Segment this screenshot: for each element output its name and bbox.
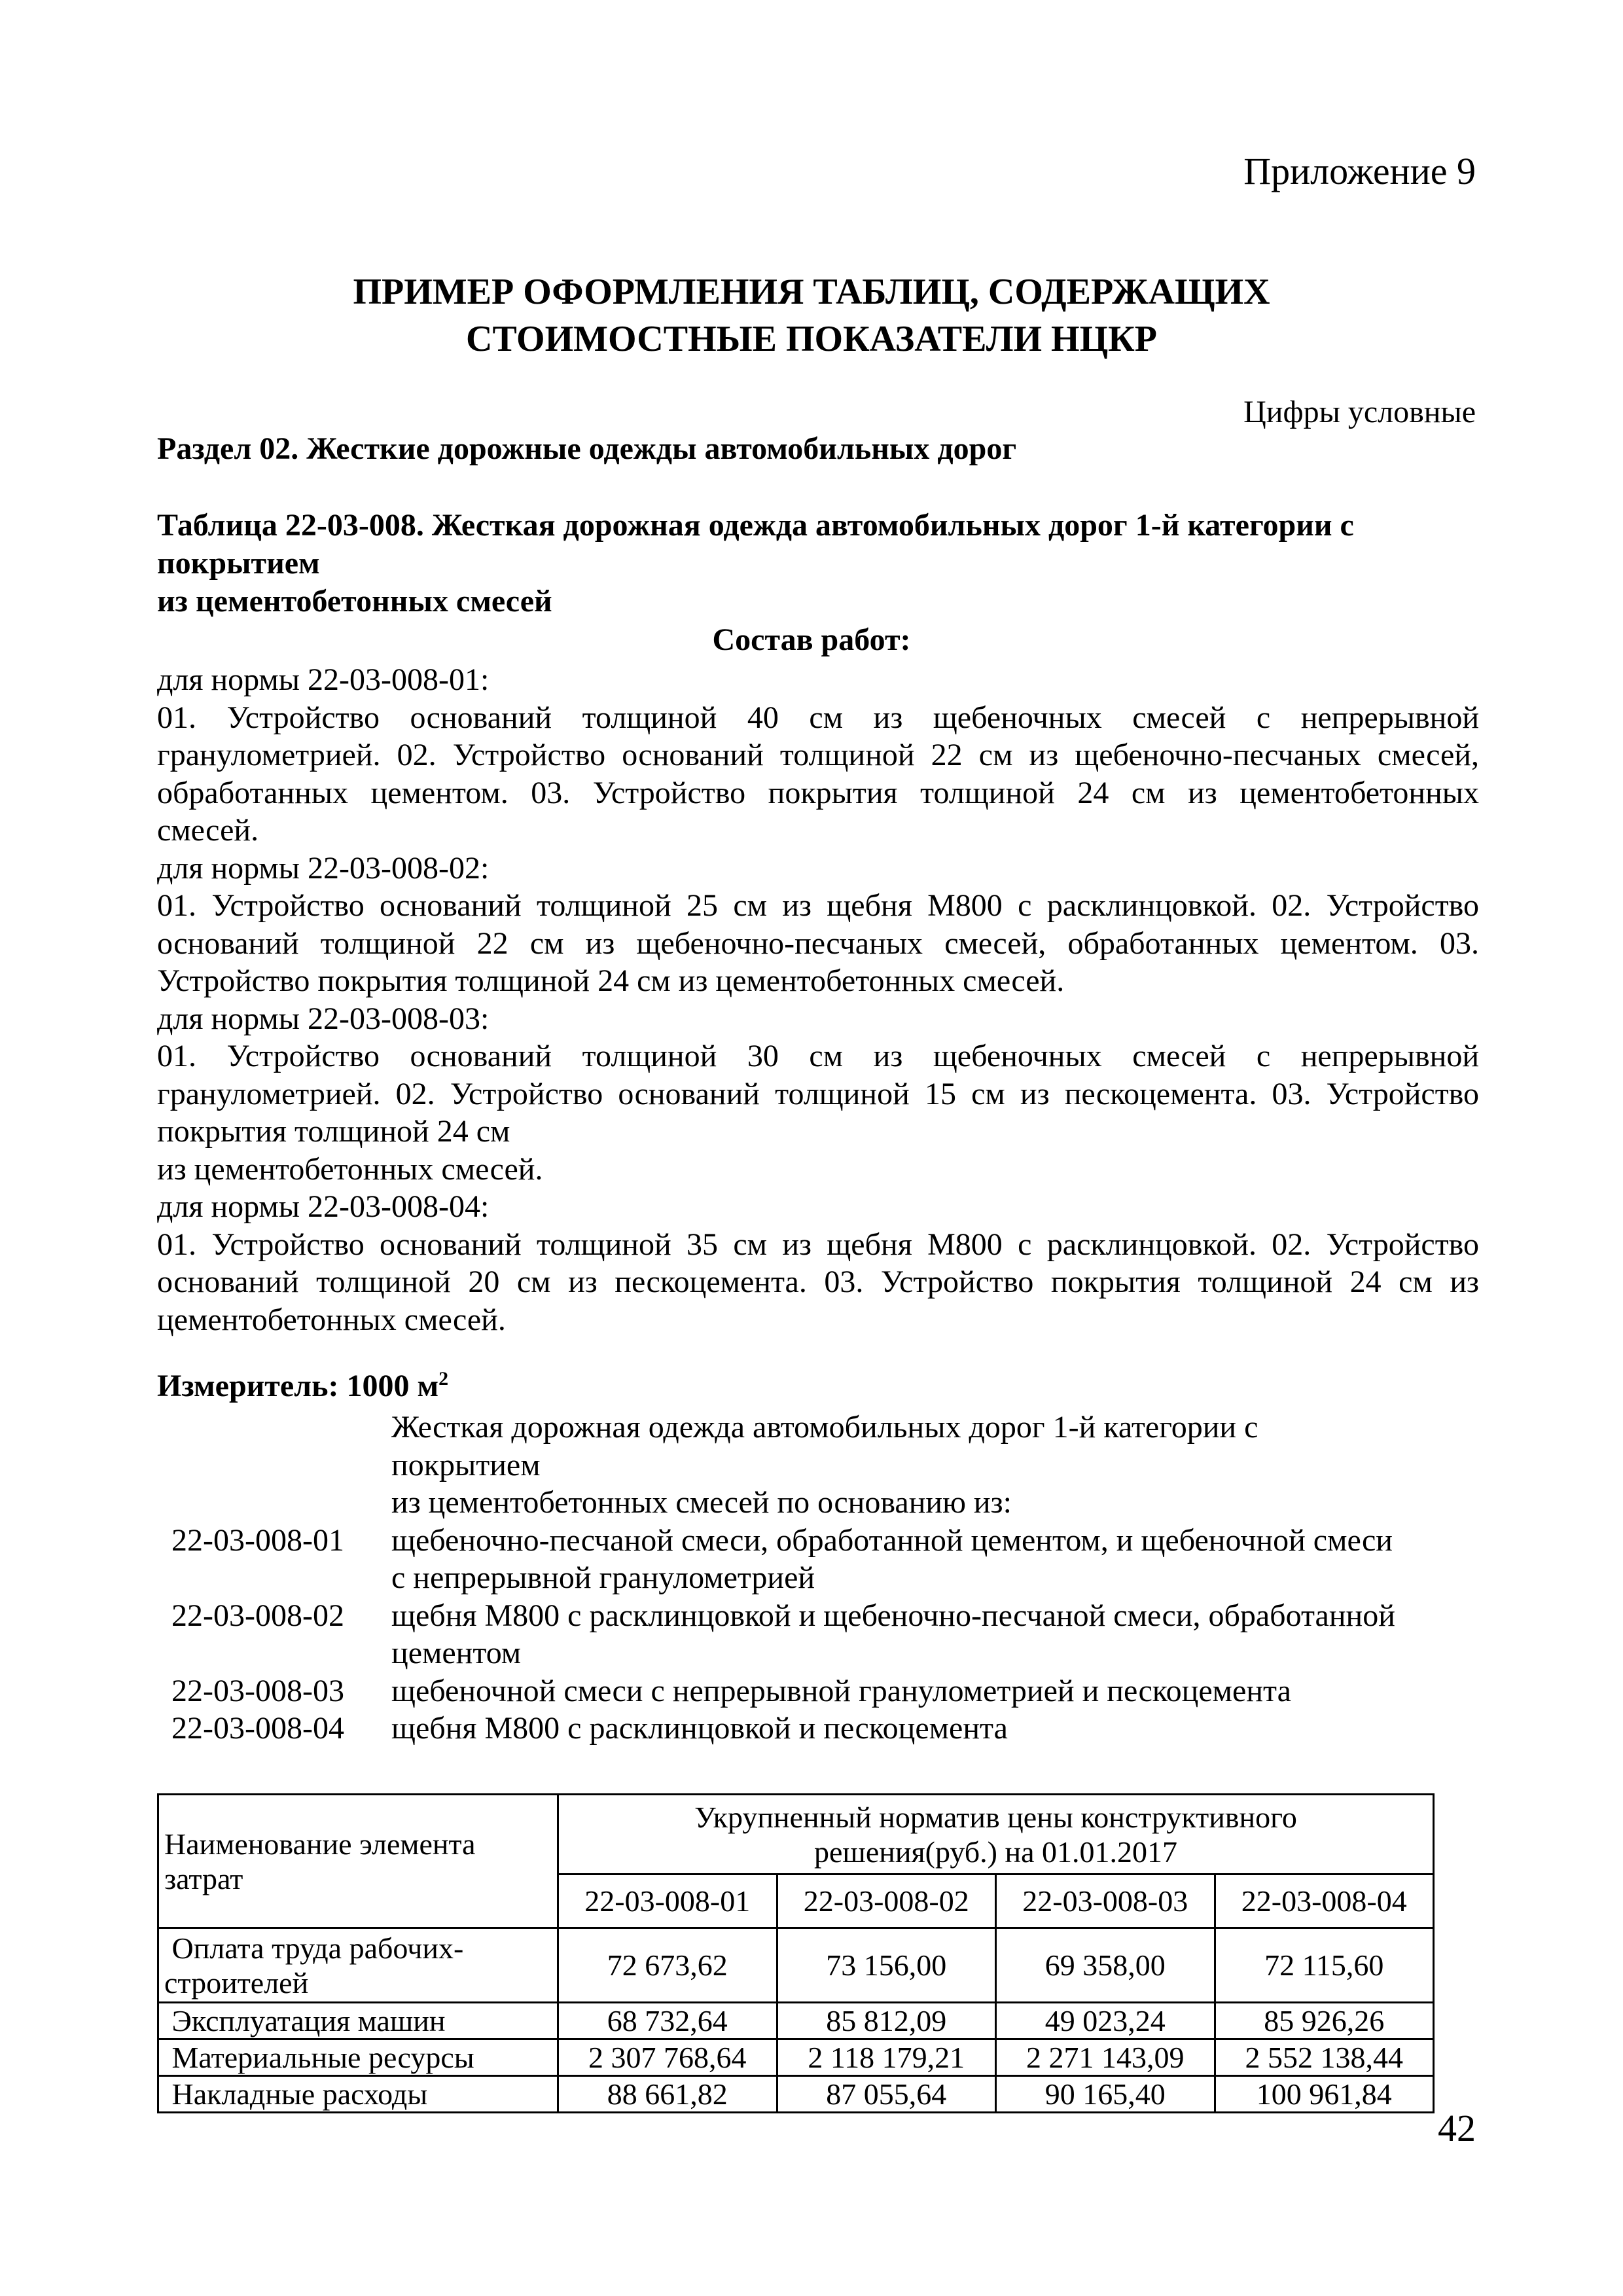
cost-table-code-header: 22-03-008-02	[777, 1874, 996, 1928]
variant-code: 22-03-008-02	[171, 1598, 344, 1633]
cost-cell: 85 926,26	[1215, 2003, 1434, 2039]
composition-heading: Состав работ:	[712, 622, 911, 657]
norm-2-line: Устройство покрытия толщиной 24 см из цементобетонных смесей.	[157, 963, 1065, 998]
cost-cell: 72 115,60	[1215, 1928, 1434, 2003]
measure-unit-exponent: 2	[438, 1368, 449, 1390]
norm-4-label: для нормы 22-03-008-04:	[157, 1189, 490, 1224]
norm-1-line: смесей.	[157, 813, 259, 848]
table-row	[158, 1928, 1434, 2003]
cost-cell: 68 732,64	[558, 2003, 777, 2039]
page-number: 42	[1438, 2107, 1476, 2149]
page-title-line2: СТОИМОСТНЫЕ ПОКАЗАТЕЛИ НЦКР	[466, 319, 1157, 359]
norm-4-line: оснований толщиной 20 см из пескоцемента. 03. Устройство покрытия толщиной 24 см из	[157, 1265, 1479, 1299]
variant-description: щебеночно-песчаной смеси, обработанной цементом, и щебеночной смеси	[391, 1522, 1393, 1558]
cost-cell: 87 055,64	[777, 2076, 996, 2113]
page-title-line1: ПРИМЕР ОФОРМЛЕНИЯ ТАБЛИЦ, СОДЕРЖАЩИХ	[353, 272, 1270, 312]
cost-cell: 100 961,84	[1215, 2076, 1434, 2113]
variant-description: щебеночной смеси с непрерывной гранулометрией и пескоцемента	[391, 1673, 1291, 1708]
measure-unit-label: Измеритель: 1000 м	[157, 1369, 439, 1403]
norm-4-line: 01. Устройство оснований толщиной 35 см из щебня М800 с расклинцовкой. 02. Устройство	[157, 1227, 1479, 1262]
section-heading: Раздел 02. Жесткие дорожные одежды автомобильных дорог	[157, 431, 1017, 466]
table-title	[157, 507, 1466, 620]
norm-1-line: 01. Устройство оснований толщиной 40 см из щебеночных смесей с непрерывной	[157, 700, 1479, 735]
norm-variants	[157, 1408, 1622, 1748]
cost-cell: 90 165,40	[996, 2076, 1215, 2113]
cost-cell: 2 552 138,44	[1215, 2039, 1434, 2076]
norm-3-line: покрытия толщиной 24 см	[157, 1114, 510, 1149]
variant-code: 22-03-008-04	[171, 1711, 344, 1746]
norm-3-line: 01. Устройство оснований толщиной 30 см из щебеночных смесей с непрерывной	[157, 1039, 1479, 1073]
variant-description: щебня М800 с расклинцовкой и щебеночно-песчаной смеси, обработанной	[391, 1598, 1395, 1633]
cost-cell: 88 661,82	[558, 2076, 777, 2113]
table-title-line1: Таблица 22-03-008. Жесткая дорожная одежда автомобильных дорог 1-й категории с	[157, 508, 1354, 543]
norm-2-label: для нормы 22-03-008-02:	[157, 850, 490, 886]
norm-3-line: гранулометрией. 02. Устройство оснований толщиной 15 см из пескоцемента. 03. Устройство	[157, 1076, 1479, 1111]
norm-1-line: гранулометрией. 02. Устройство оснований толщиной 22 см из щебеночно-песчаных смесей,	[157, 738, 1479, 772]
table-title-line2: покрытием	[157, 546, 320, 581]
variant-description: с непрерывной гранулометрией	[391, 1560, 815, 1595]
table-row	[158, 2076, 1434, 2113]
variant-code: 22-03-008-01	[171, 1522, 344, 1558]
cost-row-name: Эксплуатация машин	[158, 2003, 558, 2039]
cost-row-name: Материальные ресурсы	[158, 2039, 558, 2076]
cost-cell: 73 156,00	[777, 1928, 996, 2003]
appendix-label: Приложение 9	[1243, 150, 1476, 192]
composition-text	[157, 661, 1479, 1338]
variant-description: цементом	[391, 1636, 522, 1670]
cost-cell: 49 023,24	[996, 2003, 1215, 2039]
cost-cell: 85 812,09	[777, 2003, 996, 2039]
cost-table	[157, 1793, 1435, 2113]
table-row	[158, 2039, 1434, 2076]
cost-table-group-header: Укрупненный норматив цены конструктивного решения(руб.) на 01.01.2017	[558, 1795, 1434, 1874]
measure-unit	[157, 1368, 448, 1404]
cost-table-code-header: 22-03-008-01	[558, 1874, 777, 1928]
cost-row-name: Оплата труда рабочих- строителей	[158, 1928, 558, 2003]
cost-table-code-header: 22-03-008-04	[1215, 1874, 1434, 1928]
variants-intro-line: покрытием	[391, 1447, 541, 1482]
cost-cell: 2 307 768,64	[558, 2039, 777, 2076]
cost-cell: 72 673,62	[558, 1928, 777, 2003]
variants-intro-line: из цементобетонных смесей по основанию из:	[391, 1485, 1012, 1520]
variant-description: щебня М800 с расклинцовкой и пескоцемента	[391, 1711, 1008, 1746]
conditional-figures-note: Цифры условные	[1243, 395, 1476, 429]
norm-1-line: обработанных цементом. 03. Устройство покрытия толщиной 24 см из цементобетонных	[157, 775, 1479, 810]
norm-2-line: 01. Устройство оснований толщиной 25 см из щебня М800 с расклинцовкой. 02. Устройство	[157, 888, 1479, 923]
norm-3-label: для нормы 22-03-008-03:	[157, 1001, 490, 1036]
cost-table-name-header: Наименование элемента затрат	[158, 1795, 558, 1928]
table-title-line3: из цементобетонных смесей	[157, 584, 552, 619]
cost-cell: 69 358,00	[996, 1928, 1215, 2003]
cost-cell: 2 271 143,09	[996, 2039, 1215, 2076]
variant-code: 22-03-008-03	[171, 1673, 344, 1708]
norm-4-line: цементобетонных смесей.	[157, 1302, 506, 1337]
norm-1-label: для нормы 22-03-008-01:	[157, 662, 490, 697]
cost-table-code-header: 22-03-008-03	[996, 1874, 1215, 1928]
cost-row-name: Накладные расходы	[158, 2076, 558, 2113]
variants-intro-line: Жесткая дорожная одежда автомобильных дорог 1-й категории с	[391, 1410, 1258, 1444]
norm-2-line: оснований толщиной 22 см из щебеночно-песчаных смесей, обработанных цементом. 03.	[157, 925, 1479, 961]
norm-3-line: из цементобетонных смесей.	[157, 1151, 543, 1187]
cost-cell: 2 118 179,21	[777, 2039, 996, 2076]
table-row	[158, 2003, 1434, 2039]
